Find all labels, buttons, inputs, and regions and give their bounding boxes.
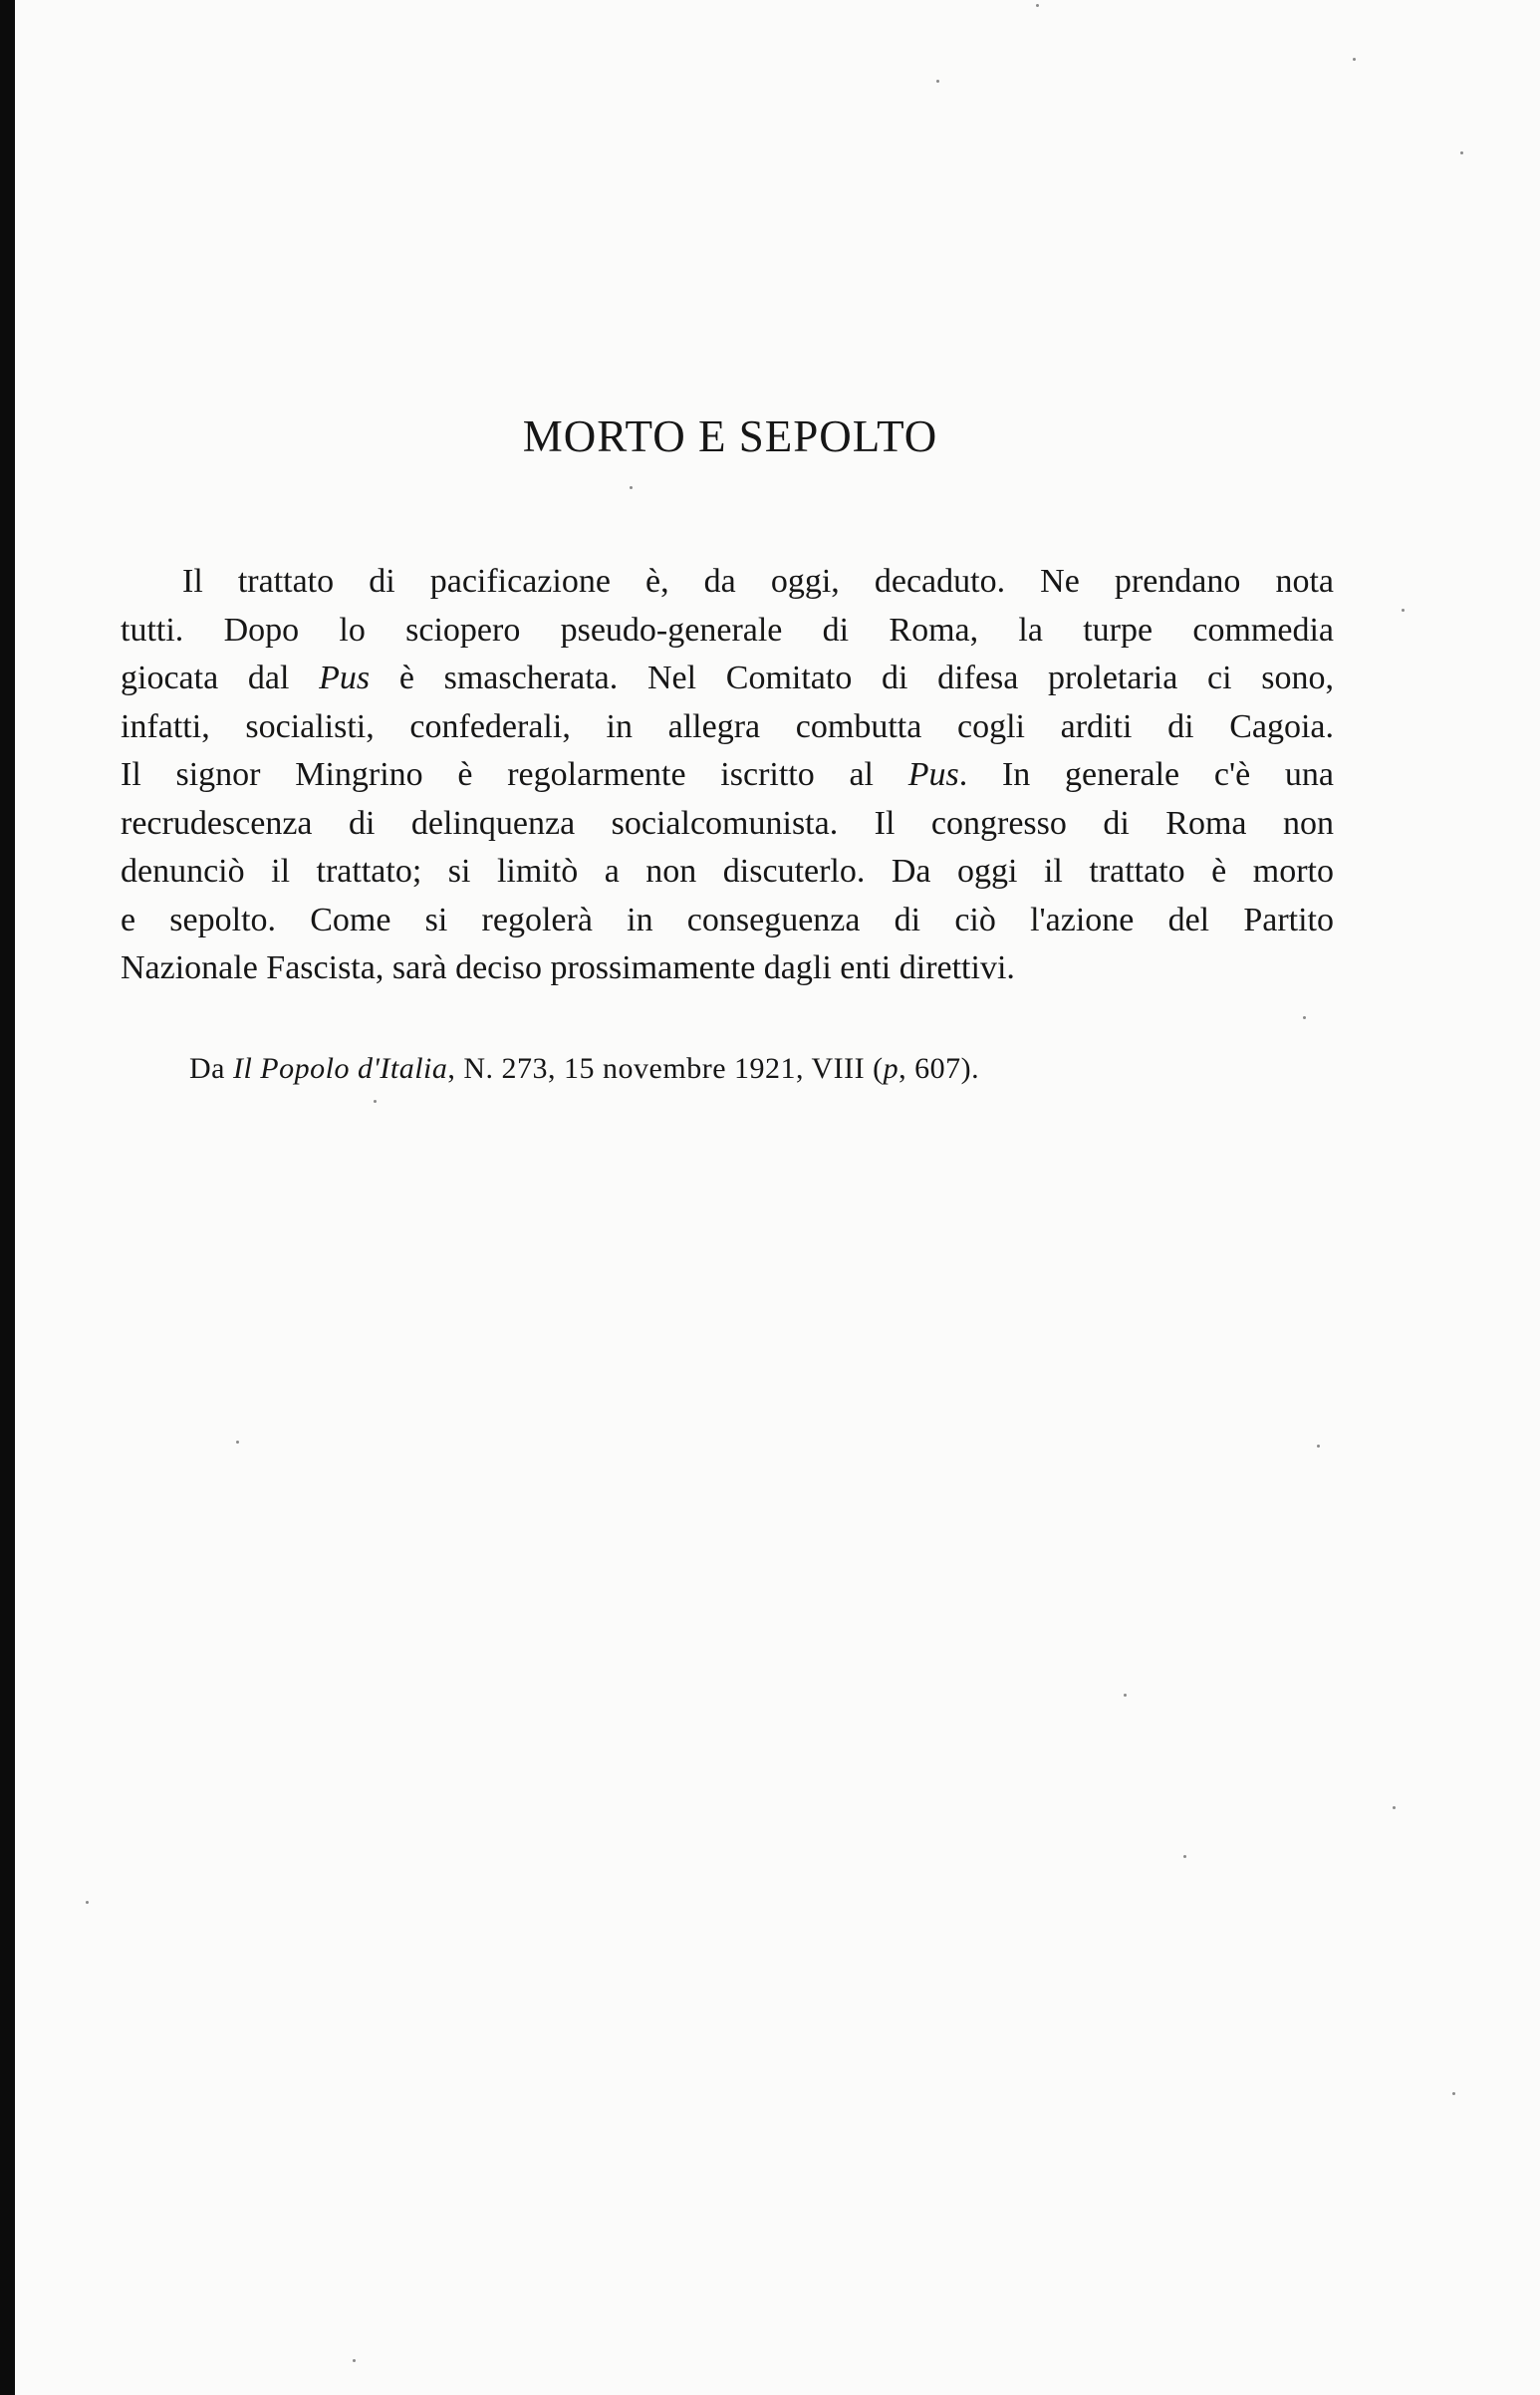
scan-speck [1402,609,1405,612]
party-abbreviation: Pus [907,756,959,793]
source-citation: Da Il Popolo d'Italia, N. 273, 15 novembre 1921, VIII (p, 607). [189,1052,980,1085]
article-body [121,558,1334,993]
scan-speck [86,1901,89,1904]
party-abbreviation: Pus [319,660,371,696]
scan-speck [1452,2092,1455,2095]
text-line: Nazionale Fascista, sarà deciso prossimamente dagli enti direttivi. [121,949,1015,986]
text-line: Il signor Mingrino è regolarmente iscritto al Pus. In generale c'è una [121,756,1335,793]
publication-name: Il Popolo d'Italia [232,1052,448,1085]
page-binding-edge [0,0,15,2395]
page-title: MORTO E SEPOLTO [522,411,938,461]
text-line: denunciò il trattato; si limitò a non discuterlo. Da oggi il trattato è morto [121,853,1334,890]
scan-speck [1303,1016,1306,1019]
scan-speck [1460,151,1463,154]
scan-speck [1183,1855,1186,1858]
scan-speck [1393,1806,1396,1809]
scan-speck [630,486,633,489]
scan-speck [1036,4,1039,7]
page-abbreviation: p [883,1052,899,1085]
text-line: e sepolto. Come si regolerà in conseguenza di ciò l'azione del Partito [121,901,1334,938]
scan-speck [936,80,939,83]
text-line: tutti. Dopo lo sciopero pseudo-generale di Roma, la turpe commedia [121,611,1334,649]
text-line: giocata dal Pus è smascherata. Nel Comitato di difesa proletaria ci sono, [121,660,1334,696]
text-line: recrudescenza di delinquenza socialcomunista. Il congresso di Roma non [121,804,1334,842]
scan-speck [1317,1445,1320,1448]
scan-speck [353,2359,356,2362]
scan-speck [236,1441,239,1444]
scan-speck [1353,58,1356,61]
text-line: infatti, socialisti, confederali, in allegra combutta cogli arditi di Cagoia. [121,707,1334,745]
text-line: Il trattato di pacificazione è, da oggi, decaduto. Ne prendano nota [182,563,1334,600]
scan-speck [1124,1694,1127,1697]
scan-speck [374,1100,377,1103]
